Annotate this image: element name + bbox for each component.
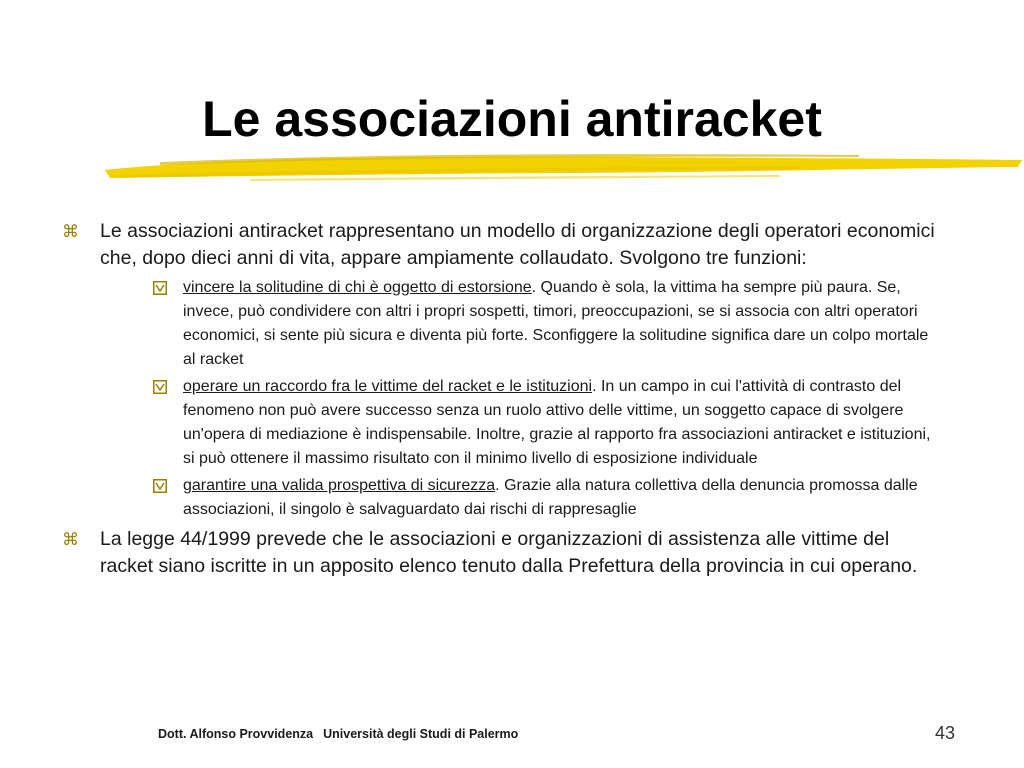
- bullet-text: La legge 44/1999 prevede che le associazioni e organizzazioni di assistenza alle vittime del racket siano iscritte in un apposito elenco tenuto dalla Prefettura della provincia in cui operano.: [100, 528, 918, 577]
- bullet-item: [62, 218, 942, 522]
- bullet-text: Le associazioni antiracket rappresentano un modello di organizzazione degli operatori economici che, dopo dieci anni di vita, appare ampiamente collaudato. Svolgono tre funzioni:: [100, 220, 935, 269]
- title-underline-brush: [100, 148, 1024, 188]
- sub-bullet-item: [100, 474, 942, 522]
- page-number: 43: [935, 723, 956, 743]
- footer-author: Dott. Alfonso Provvidenza: [158, 727, 314, 741]
- brush-stroke-tail: [250, 175, 780, 181]
- slide-footer: [158, 727, 518, 741]
- command-key-icon: ⌘: [62, 222, 79, 241]
- checkbox-arrow-icon: [153, 479, 167, 493]
- checkbox-arrow-icon: [153, 281, 167, 295]
- footer-institution: Università degli Studi di Palermo: [323, 727, 519, 741]
- sub-bullet-text: . Grazie alla natura collettiva della denuncia promossa dalle associazioni, il singolo è salvaguardato dai rischi di rappresaglie: [183, 477, 918, 518]
- sub-bullet-text: . Quando è sola, la vittima ha sempre più paura. Se, invece, può condividere con altri i propri sospetti, timori, preoccupazioni, se si associa con altri operatori economici, si sente più sicura e diventa più forte. Sconfiggere la solitudine significa dare un colpo mortale al racket: [183, 279, 929, 368]
- sub-bullet-list: [100, 276, 942, 522]
- command-key-icon: ⌘: [62, 530, 79, 549]
- sub-bullet-link[interactable]: vincere la solitudine di chi è oggetto di estorsione: [183, 279, 532, 296]
- slide-title: Le associazioni antiracket: [202, 91, 822, 147]
- bullet-item: [62, 526, 942, 580]
- sub-bullet-item: [100, 276, 942, 372]
- sub-bullet-link[interactable]: garantire una valida prospettiva di sicurezza: [183, 477, 496, 494]
- sub-bullet-item: [100, 375, 942, 471]
- slide-content: [62, 218, 942, 584]
- checkbox-arrow-icon: [153, 380, 167, 394]
- sub-bullet-link[interactable]: operare un raccordo fra le vittime del racket e le istituzioni: [183, 378, 593, 395]
- sub-bullet-text: . In un campo in cui l'attività di contrasto del fenomeno non può avere successo senza un ruolo attivo delle vittime, un soggetto capace di svolgere un'opera di mediazione è indispensabile. Inoltre, grazie al rapporto fra associazioni antiracket e istituzioni, si può ottenere il massimo risultato con il minimo livello di esposizione individuale: [183, 378, 931, 467]
